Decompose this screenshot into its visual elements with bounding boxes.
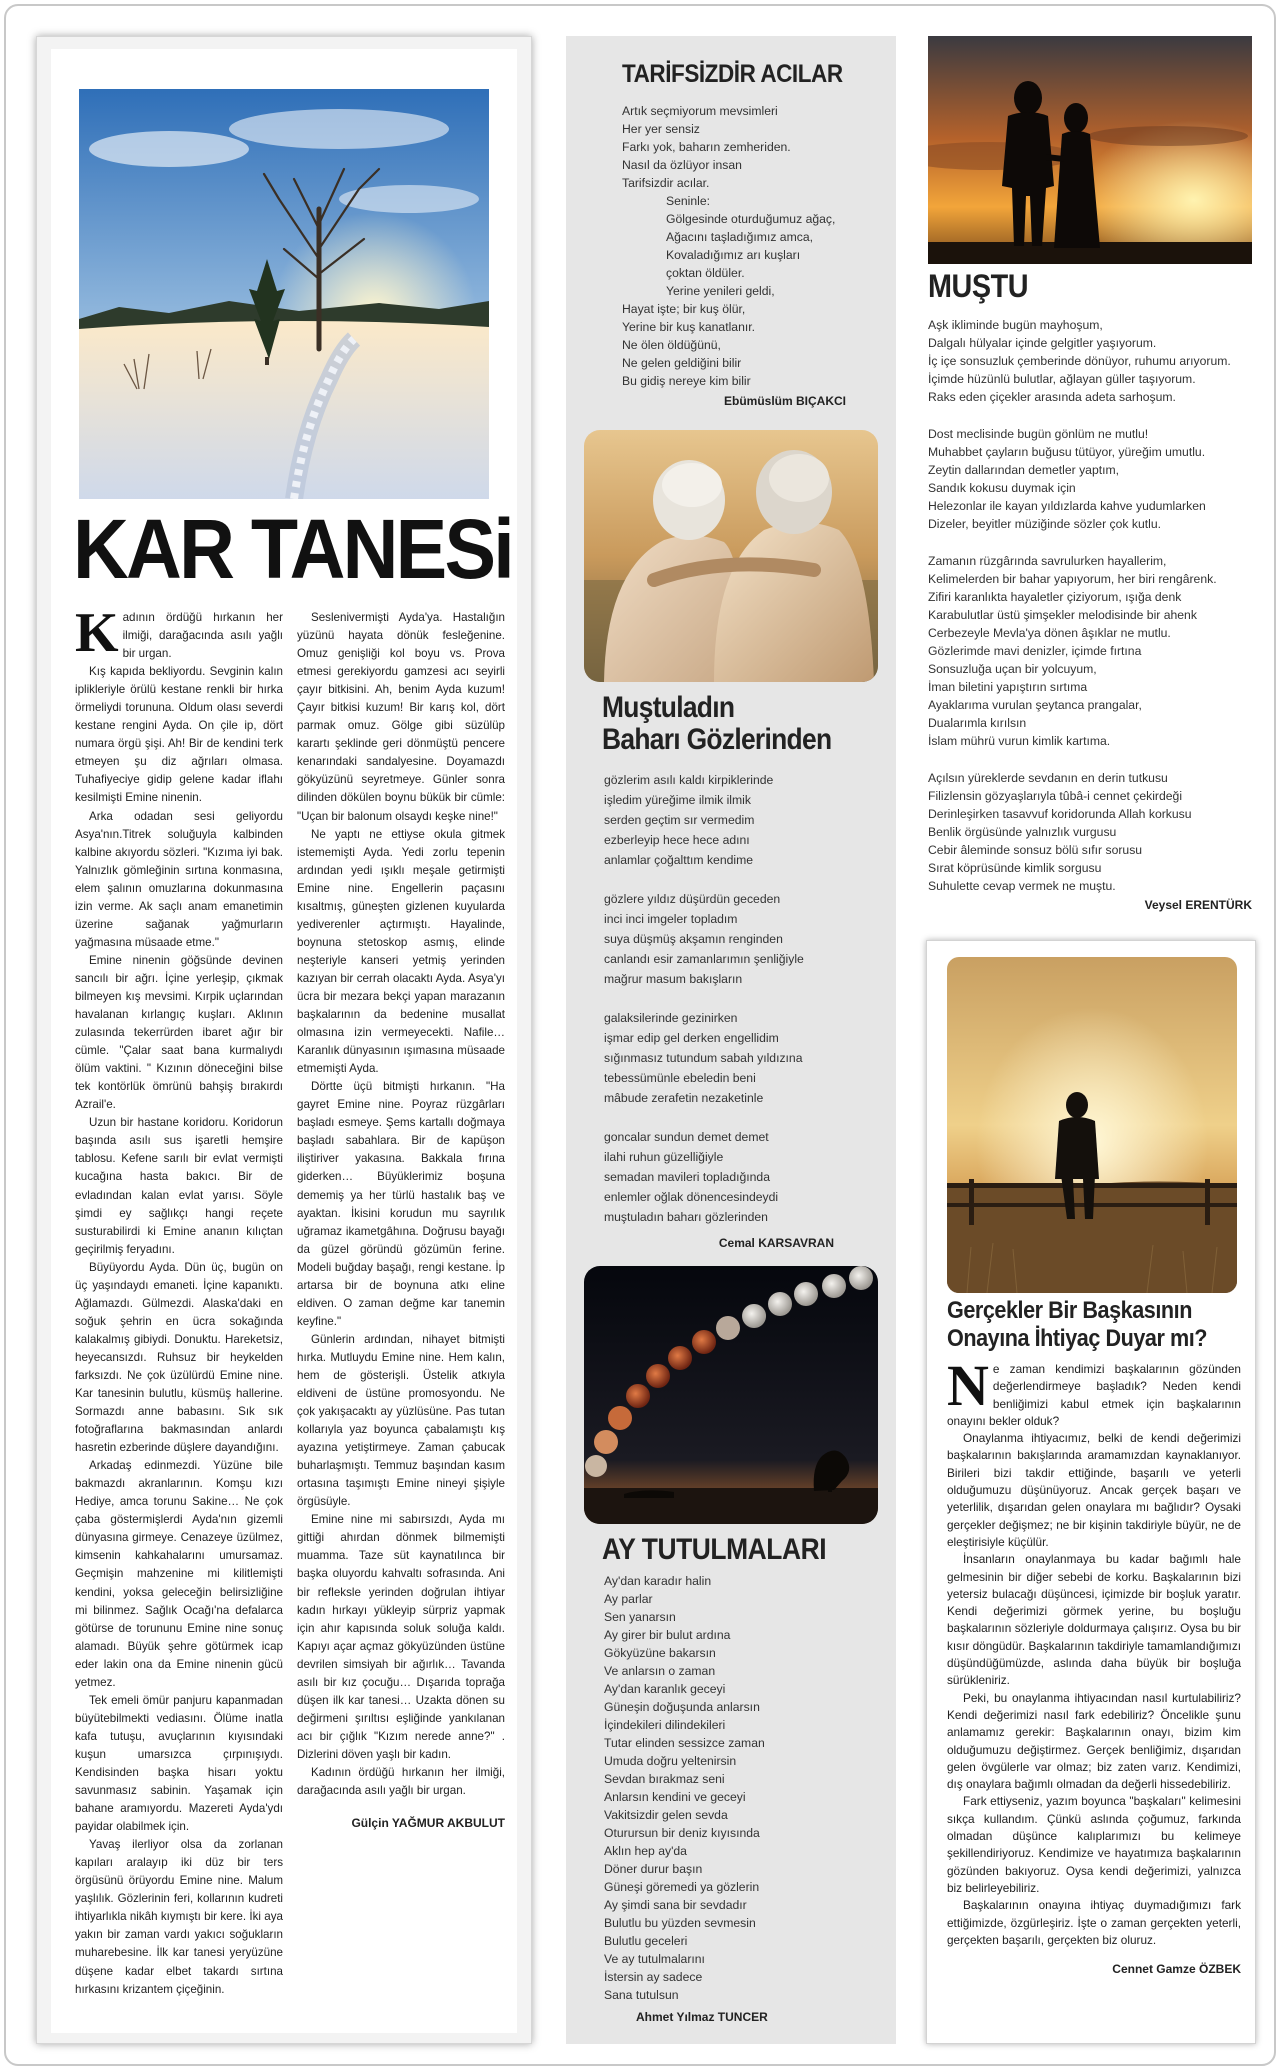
person-on-fence-photo bbox=[947, 957, 1237, 1293]
poem-line: mağrur masum bakışların bbox=[604, 972, 743, 986]
mustuladin-poem bbox=[604, 770, 874, 1246]
poem-line: Açılsın yüreklerde sevdanın en derin tutkusu bbox=[928, 771, 1168, 785]
poem-line: İç içe sonsuzluk çemberinde dönüyor, ruhumu arıyorum. bbox=[928, 354, 1231, 368]
story-paragraph: Seslenivermişti Ayda'ya. Hastalığın yüzünü hayata dönük fesleğenine. Omuz genişliği kol boyu vs. Prova etmesi gerekiyordu gamzesi acı seyirli çayır bitkisini. Ah, benim Ayda kuzum! Çayır bitkisi kuzum! Bir karış kol, dört parmak omuz. Gölge gibi süzülüp karartı şeklinde geri dönmüştü pencere kenarındaki sandalyesine. Doyamazdı gökyüzünü seyretmeye. Günler sonra dilinden dökülen boynu bükük bir cümle: "Uçan bir balonum olsaydı keşke nine!" bbox=[297, 611, 505, 823]
poem-line: tebessümünle ebeledin beni bbox=[604, 1071, 756, 1085]
story-paragraph: Emine nine mi sabırsızdı, Ayda mı gittiği ahırdan dönmek bilmemişti muamma. Taze süt kaynatılınca bir başka oluyordu kahvaltı sofrasında. Ani bir refleksle yerinden doğrulan ihtiyar kadın hırkayı yükleyip sürpriz yapmak için ahır kapısında soluk soluğa kaldı. Kapıyı açar açmaz gökyüzünden üstüne devrilen simsiyah bir ağırlık… Tavanda asılı bir kız çocuğu… Dışarıda toprağa düşen ilk kar tanesi… Uzakta dönen su değirmeni şırıltısı eşliğinde yankılanan acı bir çığlık "Kızım nerede anne?" . Dizlerini döven yaşlı bir kadın. bbox=[297, 1513, 505, 1761]
poem-line: Yerine yenileri geldi, bbox=[666, 284, 775, 298]
poem-line: anlamlar çoğalttım kendime bbox=[604, 853, 754, 867]
mustuladin-title: Muştuladın Baharı Gözlerinden bbox=[602, 691, 832, 756]
poem-line: Artık seçmiyorum mevsimleri bbox=[622, 104, 778, 118]
poem-line: Aklın hep ay'da bbox=[604, 1844, 687, 1858]
kar-tanesi-article bbox=[51, 49, 517, 2033]
essay-paragraph: İnsanların onaylanmaya bu kadar bağımlı hale gelmesinin bir diğer sebebi de korku. Başkalarının bizi yetersiz bulacağı düşüncesi, içimizde bir boşluk yaratır. Kendi değerimizi görmek yerine, bu boşluğu başkalarının sözleriyle doldurmaya çalışırız. Oysa bu bir kısır döngüdür. Başkalarının takdiriyle tamamlandığımızı düşündüğümüzde, aslında daha büyük bir boşluğa sürükleniriz. bbox=[947, 1552, 1241, 1688]
poem-line: İçimde hüzünlü bulutlar, ağlayan güller taşıyorum. bbox=[928, 372, 1196, 386]
poem-line: Kovaladığımız arı kuşları bbox=[666, 248, 801, 262]
gercekler-author: Cennet Gamze ÖZBEK bbox=[1112, 1962, 1241, 1977]
ay-tutulmalari-title: AY TUTULMALARI bbox=[602, 1533, 827, 1566]
poem-line: Sana tutulsun bbox=[604, 1988, 679, 2002]
story-paragraph: Uzun bir hastane koridoru. Koridorun başında asılı sus işaretli hemşire tablosu. Kefene sarılı bir evlat vermişti kucağına hasta bakıcı. Bir de evladından kalan evlat yarısı. Söyle şimdi ey sağlıkçı hangi reçete susturabilirdi ki Emine ananın kılıçtan geçirilmiş feryadını. bbox=[75, 1116, 283, 1256]
poem-line: Dost meclisinde bugün gönlüm ne mutlu! bbox=[928, 427, 1149, 441]
essay-paragraph: Ne zaman kendimizi başkalarının gözünden değerlendirmeye başladık? Neden kendi benliğimizi kabul etmek için başkalarının onayını bekler olduk? bbox=[947, 1353, 1241, 1428]
story-paragraph: Emine ninenin göğsünde devinen sancılı bir ağrı. İçine yerleşip, çıkmak bilmeyen kış mevsimi. Kırpik uçlarından havalanan kırlangıç kuşları. Aklının zulasında tekerrürden ibaret ağır bir cümle. "Çalar saat bana kurmalıydı ölüm vaktini. " Kızının döneceğini bilse tek kontörlük ömrünü bahşiş bırakırdı Azrail'e. bbox=[75, 953, 283, 1112]
story-paragraph: Günlerin ardından, nihayet bitmişti hırka. Mutluydu Emine nine. Hem kalın, hem de gösterişli. Üstelik atkıyla eldiveni de üstüne promosyondu. Ne çok yakışacaktı ay yüzlüsüne. Pas tutan kollarıyla yaz boyunca çabalamıştı kış ayazına yetiştirmeye. Zaman çabucak buharlaşmıştı. Temmuz başından kasım ortasına taşımıştı Emine nineyi şişiyle örgüsüyle. bbox=[297, 1332, 505, 1509]
poem-stanza bbox=[604, 770, 874, 870]
poem-line: Ne gelen geldiğini bilir bbox=[622, 356, 742, 370]
poem-line: Yerine bir kuş kanatlanır. bbox=[622, 320, 756, 334]
poem-line: çoktan öldüler. bbox=[666, 266, 745, 280]
winter-landscape-photo bbox=[79, 89, 489, 499]
poem-line: Aşk ikliminde bugün mayhoşum, bbox=[928, 318, 1103, 332]
poem-line: muştuladın baharı gözlerinden bbox=[604, 1210, 768, 1224]
poem-stanza bbox=[928, 769, 1258, 895]
poem-line: Vakitsizdir gelen sevda bbox=[604, 1808, 728, 1822]
poem-line: Ay girer bir bulut ardına bbox=[604, 1628, 731, 1642]
poem-line: suya düşmüş akşamın renginden bbox=[604, 932, 783, 946]
poem-line: Cerbezeyle Mevla'ya dönen âşıklar ne mutlu. bbox=[928, 626, 1171, 640]
poem-line: galaksilerinde gezinirken bbox=[604, 1011, 738, 1025]
lunar-eclipse-photo bbox=[584, 1266, 878, 1524]
poem-line: Dalgalı hülyalar içinde gelgitler yaşıyorum. bbox=[928, 336, 1157, 350]
poem-line: Muhabbet çayların buğusu tütüyor, yüreğim umutlu. bbox=[928, 445, 1206, 459]
poem-line: Dizeler, beyitler müziğinde sözler çok kutlu. bbox=[928, 517, 1162, 531]
poem-line: Bulutlu geceleri bbox=[604, 1934, 688, 1948]
poem-line: ilahi ruhun güzelliğiyle bbox=[604, 1150, 724, 1164]
poem-line: Ay'dan karanlık geceyi bbox=[604, 1682, 726, 1696]
mustu-poem bbox=[928, 316, 1258, 914]
poem-stanza bbox=[928, 425, 1258, 533]
essay-paragraph: Fark ettiyseniz, yazım boyunca "başkaları" kelimesini sıkça kullandım. Çünkü aslında çoğumuz, farkında olmadan düşünce kalıplarımızı bu kelimeye şekillendiriyoruz. Kendimize ve hayatımıza başkalarının gözünden bakıyoruz. Oysa kendi değerimizi, yalnızca biz belirleyebiliriz. bbox=[947, 1794, 1241, 1895]
essay-paragraph: Onaylanma ihtiyacımız, belki de kendi değerimizi başkalarının bakışlarında aramamızdan kaynaklanıyor. Birileri bizi takdir ettiğinde, başarılı ve yeterli olduğumuzu düşünüyoruz. Ancak gerçek başarı ve yeterlilik, dışarıdan gelen onaylara mı bağlıdır? Oysaki gerçekler değişmez; ne bir kişinin takdiriyle büyür, ne de eleştirisiyle küçülür. bbox=[947, 1431, 1241, 1549]
poem-line: Zifiri karanlıkta hayaletler çiziyorum, ışığa denk bbox=[928, 590, 1182, 604]
poem-stanza bbox=[928, 316, 1258, 406]
poems-panel bbox=[566, 36, 896, 2044]
poem-stanza bbox=[604, 889, 874, 989]
poem-line: Ve ay tutulmalarını bbox=[604, 1952, 705, 1966]
tarifsizdir-poem bbox=[622, 102, 882, 390]
poem-line: Ağacını taşladığımız amca, bbox=[666, 230, 813, 244]
poem-line: Ne ölen öldüğünü, bbox=[622, 338, 721, 352]
poem-line: Seninle: bbox=[666, 194, 711, 208]
story-paragraph: Büyüyordu Ayda. Dün üç, bugün on üç yaşındaydı emaneti. İçine kapanıktı. Ağlamazdı. Gülmezdi. Alaska'daki en soğuk şehrin en ücra sokağında kalakalmış gibiydi. Donuktu. Hareketsiz, heyecansızdı. Ruhsuz bir heykelden farksızdı. Ne çok üzülürdü Emine nine. Kar tanesinin bulutlu, küsmüş hallerine. Sormazdı anne babasını. Sık sık fotoğraflarına bakmasından anlardı hasretin ezberinde düşlere dayandığını. bbox=[75, 1260, 283, 1455]
poem-line: Sen yanarsın bbox=[604, 1610, 676, 1624]
ay-tutulmalari-poem bbox=[604, 1572, 874, 2004]
poem-line: gözlere yıldız düşürdün geceden bbox=[604, 892, 781, 906]
poem-line: Helezonlar ile kayan yıldızlarda kahve yudumlarken bbox=[928, 499, 1206, 513]
poem-line: Suhulette cevap vermek ne muştu. bbox=[928, 879, 1116, 893]
poem-line: serden geçtim sır vermedim bbox=[604, 813, 755, 827]
poem-line: gözlerim asılı kaldı kirpiklerinde bbox=[604, 773, 774, 787]
poem-line: Zeytin dallarından demetler yaptım, bbox=[928, 463, 1120, 477]
poem-line: İslam mührü vurun kimlik kartıma. bbox=[928, 734, 1111, 748]
poem-line: canlandı esir zamanlarımın şenliğiyle bbox=[604, 952, 804, 966]
kar-tanesi-panel bbox=[36, 36, 532, 2044]
poem-line: Hayat işte; bir kuş ölür, bbox=[622, 302, 746, 316]
mustu-title: MUŞTU bbox=[928, 268, 1029, 304]
story-paragraph: Yavaş ilerliyor olsa da zorlanan kapıları aralayıp iki düz bir ters örgüsünü örüyordu Emine nine. Malum yaşlılık. Gözlerinin feri, kollarının kudreti ihtiyarlıkla nikâh kıymıştı bir kere. İki aya yakın bir zaman vardı yakıcı soğukların muharebesine. İlk kar tanesi yeryüzüne düşene kadar elbet takardı sırtına hırkasını krizantem çiçeğinin. bbox=[75, 1838, 283, 1996]
poem-line: Benlik örgüsünde yalnızlık vurgusu bbox=[928, 825, 1117, 839]
poem-line: Gözlerimde mavi denizler, içimde fırtına bbox=[928, 644, 1142, 658]
story-dropcap: K bbox=[75, 602, 119, 664]
poem-line: Güneşin doğuşunda anlarsın bbox=[604, 1700, 760, 1714]
poem-line: Sevdan bırakmaz seni bbox=[604, 1772, 725, 1786]
story-paragraph: Ne yaptı ne ettiyse okula gitmek istememişti Ayda. Yedi zorlu tepenin ardından yedi ışıklı meşale getirmişti Emine nine. Engellerin paçasını kısaltmış, güneşten gizlenen kuyularda yediverenler açtırmıştı. Hayalinde, boynuna stetoskop asmış, elinde neşteriyle kanseri yetmiş yerinden kazıyan bir cerrah olacaktı Ayda. Asya'yı ücra bir mezara bekçi yapan marazanın başkalarının da bedenine musallat olmasına izin vermeyecekti. Nafile… Karanlık dünyasının ışımasına müsaade etmemişti Ayda. bbox=[297, 827, 505, 1076]
poem-line: semadan mavileri topladığında bbox=[604, 1170, 770, 1184]
poem-line: Sandık kokusu duymak için bbox=[928, 481, 1076, 495]
poem-line: Döner durur başın bbox=[604, 1862, 703, 1876]
poem-line: Ay parlar bbox=[604, 1592, 653, 1606]
kar-tanesi-author: Gülçin YAĞMUR AKBULUT bbox=[351, 1816, 505, 1831]
tarifsizdir-title: TARİFSİZDİR ACILAR bbox=[622, 60, 843, 88]
poem-line: Dualarımla kırılsın bbox=[928, 716, 1027, 730]
poem-line: Karabulutlar üstü şimşekler melodisinde bir ahenk bbox=[928, 608, 1197, 622]
poem-stanza bbox=[604, 1008, 874, 1108]
poem-stanza bbox=[604, 1127, 874, 1227]
gercekler-panel bbox=[926, 940, 1256, 2044]
poem-line: Nasıl da özlüyor insan bbox=[622, 158, 742, 172]
poem-line: Tarifsizdir acılar. bbox=[622, 176, 710, 190]
story-paragraph: Arka odadan sesi geliyordu Asya'nın.Titrek soluğuyla kalbinden kalbine akıyordu sözleri. "Kızıma iyi bak. Yalnızlık gömleğinin sırtına konmasına, elem şalının omuzlarına dokunmasına izin verme. Ak saçlı anam emanetimin üzerine sağanak yağmurların yağmasına müsaade etme." bbox=[75, 809, 283, 949]
gercekler-body bbox=[947, 1353, 1241, 1978]
poem-line: işledim yüreğime ilmik ilmik bbox=[604, 793, 751, 807]
poem-line: İçindekileri dilindekileri bbox=[604, 1718, 726, 1732]
poem-line: Farkı yok, baharın zemheriden. bbox=[622, 140, 791, 154]
poem-line: Bulutlu bu yüzden sevmesin bbox=[604, 1916, 756, 1930]
ay-tutulmalari-author: Ahmet Yılmaz TUNCER bbox=[636, 2010, 768, 2024]
story-paragraph: Kış kapıda bekliyordu. Sevginin kalın iplikleriyle örülü kestane renkli bir hırka örmeliydi torununa. Oldum olası severdi kestane rengini Ayda. On çile ip, dört numara örgü şişi. Ah! Bir de kendini terk etmeyen şu diz ağrıları olmasa. Tuhafiyeciye gidip gelene kadar iflahı kesilmişti Emine ninenin. bbox=[75, 665, 283, 805]
story-paragraph: Kadının ördüğü hırkanın her ilmiği, darağacında asılı yağlı bir urgan. bbox=[297, 1766, 505, 1798]
essay-paragraph: Peki, bu onaylanma ihtiyacından nasıl kurtulabiliriz? Kendi değerimizi nasıl fark edebiliriz? Öncelikle şunu anlamamız gerekir: Başkalarının onayı, bizim kim olduğumuzu değiştirmez. Gerçek benliğimiz, dışarıdan gelen övgülerle var olmaz; biz zaten varız. Kendimizi, dış onaylara bağımlı olmadan da değerli hissedebiliriz. bbox=[947, 1690, 1241, 1792]
story-paragraph: Tek emeli ömür panjuru kapanmadan büyütebilmekti vediasını. Ölüme inatla kafa tutuşu, avuçlarının kıyısındaki kuşun umarsızca çırpınışıydı. Kendisinden başka hisarı yoktu savunmasız sabinin. Yaşamak için bahane aramıyordu. Mazereti Ayda'ydı payidar olabilmek için. bbox=[75, 1693, 283, 1834]
poem-line: Bu gidiş nereye kim bilir bbox=[622, 374, 751, 388]
sunset-couple-photo bbox=[928, 36, 1252, 264]
poem-line: Cebir âleminde sonsuz bölü sıfır sorusu bbox=[928, 843, 1143, 857]
poem-line: Ayaklarıma vurulan şeytanca prangalar, bbox=[928, 698, 1142, 712]
poem-line: Oturursun bir deniz kıyısında bbox=[604, 1826, 760, 1840]
poem-line: Derinleşirken tasavvuf koridorunda Allah korkusu bbox=[928, 807, 1192, 821]
story-paragraph: Kadının ördüğü hırkanın her ilmiği, darağacında asılı yağlı bir urgan. bbox=[75, 602, 283, 664]
poem-line: Sonsuzluğa uçan bir yolcuyum, bbox=[928, 662, 1097, 676]
poem-line: Anlarsın kendini ve geceyi bbox=[604, 1790, 746, 1804]
poem-line: mâbude zerafetin nezaketinle bbox=[604, 1091, 764, 1105]
poem-line: goncalar sundun demet demet bbox=[604, 1130, 769, 1144]
kar-tanesi-title: KAR TANESi bbox=[73, 502, 512, 596]
mustu-author: Veysel ERENTÜRK bbox=[1144, 898, 1252, 912]
poem-line: İstersin ay sadece bbox=[604, 1970, 703, 1984]
poem-line: sığınmasız tutundum sabah yıldızına bbox=[604, 1051, 803, 1065]
poem-line: Kelimelerden bir bahar yapıyorum, her biri rengârenk. bbox=[928, 572, 1217, 586]
gercekler-title: Gerçekler Bir Başkasının Onayına İhtiyaç Duyar mı? bbox=[947, 1297, 1208, 1352]
poem-line: Sırat köprüsünde kimlik sorgusu bbox=[928, 861, 1102, 875]
kar-tanesi-body bbox=[75, 602, 505, 2024]
poem-line: Raks eden çiçekler arasında adeta sarhoşum. bbox=[928, 390, 1176, 404]
poem-line: inci inci imgeler topladım bbox=[604, 912, 738, 926]
elderly-couple-photo bbox=[584, 430, 878, 682]
essay-dropcap: N bbox=[947, 1353, 989, 1418]
poem-line: Filizlensin gözyaşlarıyla tûbâ-i cennet çekirdeği bbox=[928, 789, 1183, 803]
story-paragraph: Arkadaş edinmezdi. Yüzüne bile bakmazdı akranlarının. Komşu kızı Hediye, amca torunu Sakine… Ne çok çaba göstermişlerdi Ayda'nın gizemli dünyasına girmeye. Cenazeye üzülmez, kimsenin kahkahalarını umursamaz. Geçmişin mahzenine mi kilitlemişti kendini, yoksa geleceğin belirsizliğine mi bilinmez. Sağlık Ocağı'na defalarca götürse de torununu Emine nine sonuç alamadı. Büyük şehre götürmek icap eder lakin ona da Emine ninenin gücü yetmez. bbox=[75, 1459, 283, 1689]
story-paragraph: Dörtte üçü bitmişti hırkanın. "Ha gayret Emine nine. Poyraz rüzgârları başladı esmeye. Şems kartallı doğmaya başladı sabahlara. Bir de kapüşon iliştiriver yakasına. Bakkala fırına giderken… Büyüklerimiz boşuna dememiş ya her türlü hastalık baş ve ayaktan. İkisini korudun mu sayrılık uğramaz ikametgâhına. Doğrusu bayağı da güzel göründü gözümün ferine. Modeli buğday başağı, rengi kestane. İp artarsa bir de boynuna atkı eline eldiven. O zaman değme kar tanemin keyfine." bbox=[297, 1080, 505, 1328]
poem-line: Her yer sensiz bbox=[622, 122, 700, 136]
poem-line: Tutar elinden sessizce zaman bbox=[604, 1736, 765, 1750]
poem-line: Güneşi göremedi ya gözlerin bbox=[604, 1880, 760, 1894]
essay-paragraph: Başkalarının onayına ihtiyaç duymadığımızı fark ettiğimizde, özgürleşiriz. İşte o zaman gerçekten yeterli, gerçekten başarılı, gerçekten biz oluruz. bbox=[947, 1898, 1241, 1947]
poem-line: ezberleyip hece hece adını bbox=[604, 833, 750, 847]
poem-line: Ay'dan karadır halin bbox=[604, 1574, 712, 1588]
tarifsizdir-author: Ebümüslüm BIÇAKCI bbox=[723, 394, 846, 408]
poem-line: Zamanın rüzgârında savrulurken hayallerim, bbox=[928, 554, 1167, 568]
poem-line: Umuda doğru yeltenirsin bbox=[604, 1754, 737, 1768]
poem-line: Ve anlarsın o zaman bbox=[604, 1664, 716, 1678]
poem-line: Gökyüzüne bakarsın bbox=[604, 1646, 716, 1660]
poem-line: enlemler oğlak dönencesindeydi bbox=[604, 1190, 779, 1204]
poem-line: İman biletini yapıştırın sırtıma bbox=[928, 680, 1088, 694]
poem-line: Ay şimdi sana bir sevdadır bbox=[604, 1898, 747, 1912]
poem-line: Gölgesinde oturduğumuz ağaç, bbox=[666, 212, 836, 226]
mustuladin-author: Cemal KARSAVRAN bbox=[718, 1236, 834, 1250]
poem-stanza bbox=[928, 552, 1258, 750]
poem-line: işmar edip gel derken engellidim bbox=[604, 1031, 779, 1045]
